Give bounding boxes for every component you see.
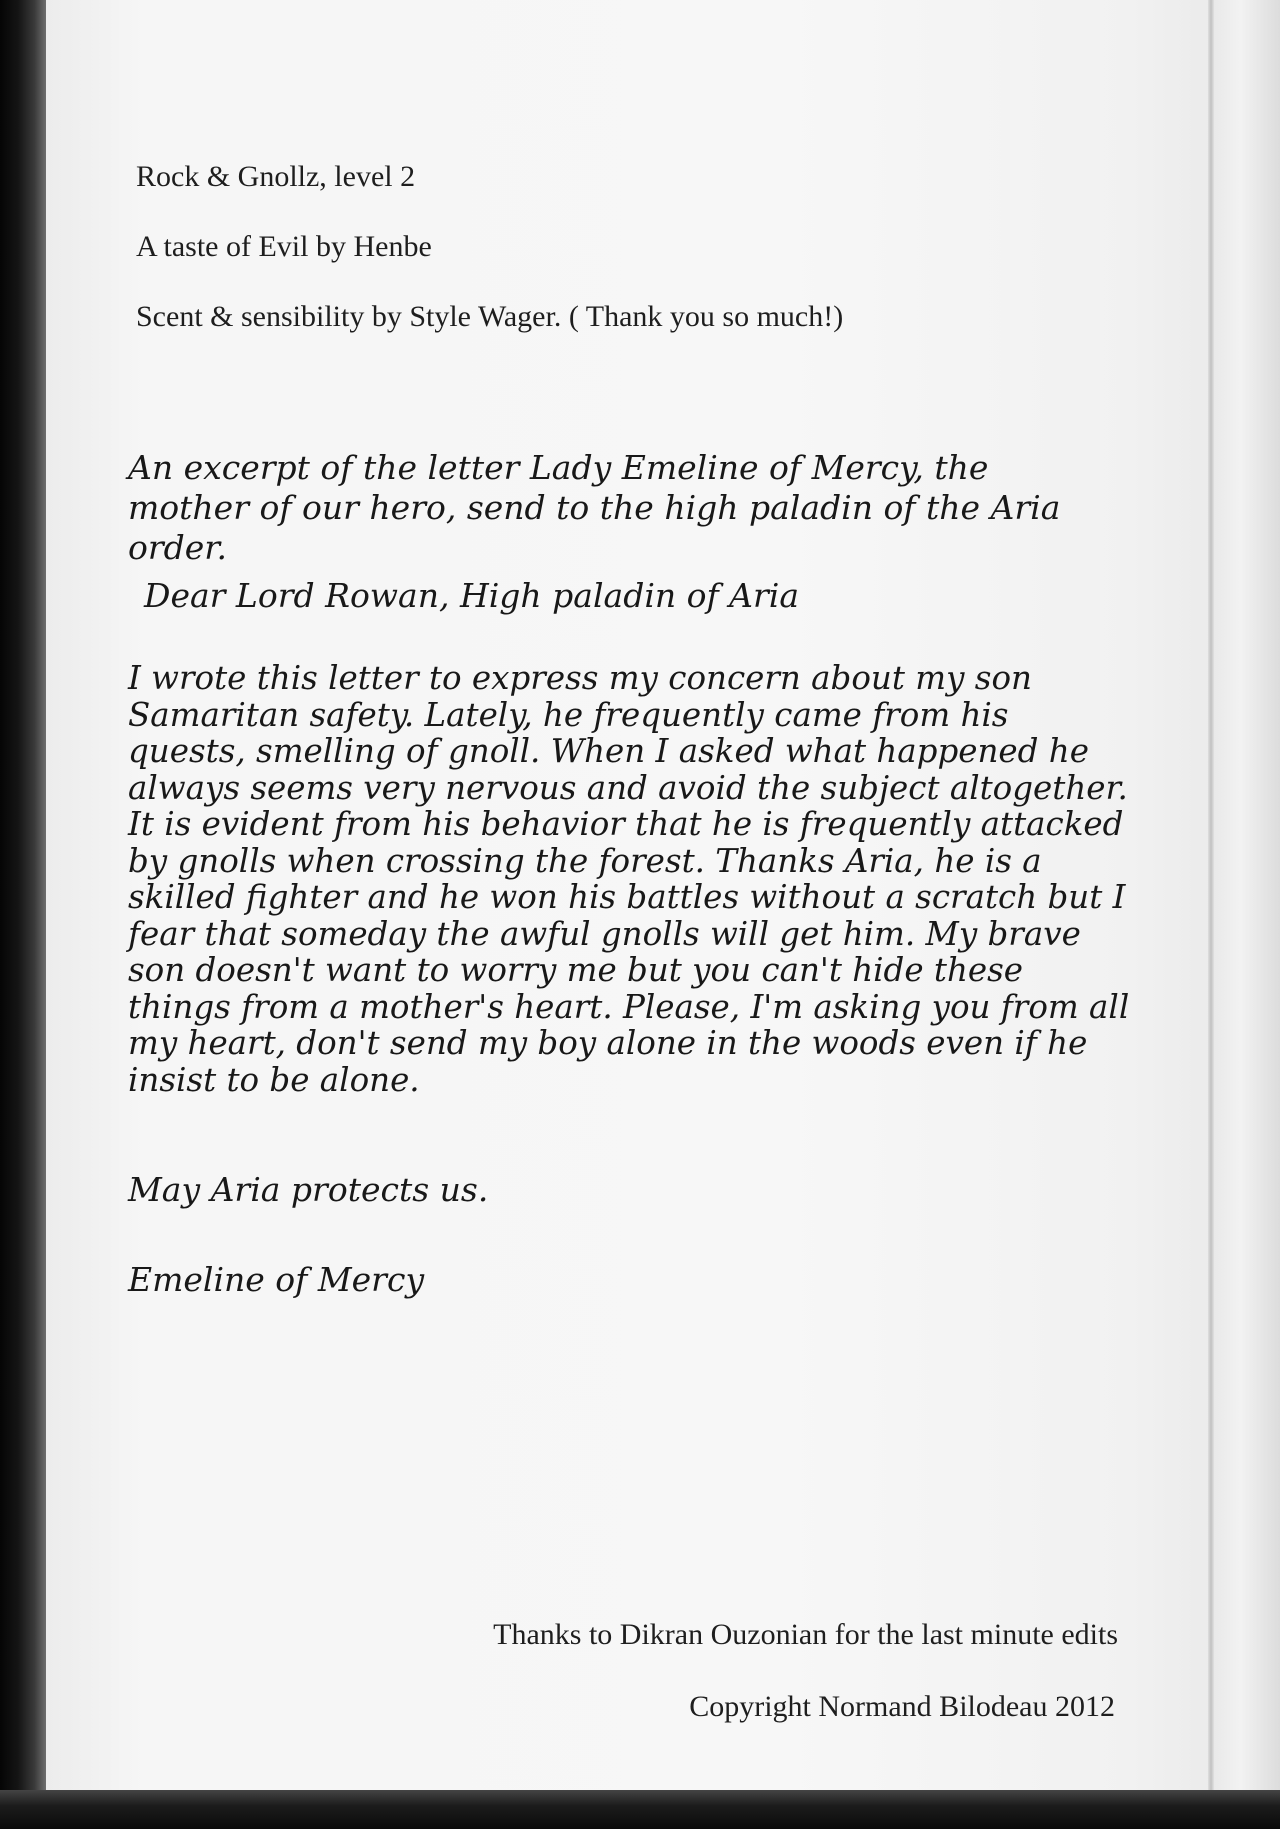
credit-line: Scent & sensibility by Style Wager. ( Thank you so much!) bbox=[136, 300, 844, 333]
credits-list bbox=[136, 160, 1096, 370]
adjacent-page-edge bbox=[1214, 0, 1280, 1792]
credit-line: A taste of Evil by Henbe bbox=[136, 230, 432, 263]
footer-copyright: Copyright Normand Bilodeau 2012 bbox=[689, 1690, 1115, 1723]
letter-salutation: Dear Lord Rowan, High paladin of Aria bbox=[144, 576, 800, 615]
letter-signature: Emeline of Mercy bbox=[128, 1260, 425, 1299]
footer-thanks: Thanks to Dikran Ouzonian for the last minute edits bbox=[493, 1618, 1118, 1651]
scan-edge-bottom bbox=[0, 1790, 1280, 1829]
scan-edge-left bbox=[0, 0, 46, 1829]
credit-line: Rock & Gnollz, level 2 bbox=[136, 160, 416, 193]
letter-closing: May Aria protects us. bbox=[128, 1170, 489, 1209]
letter-body: I wrote this letter to express my concern about my son Samaritan safety. Lately, he frequently came from his quests, smelling of gnoll. When I asked what happened he always seems very nervous and avoid the subject altogether. It is evident from his behavior that he is frequently attacked by gnolls when crossing the forest. Thanks Aria, he is a skilled fighter and he won his battles without a scratch but I fear that someday the awful gnolls will get him. My brave son doesn't want to worry me but you can't hide these things from a mother's heart. Please, I'm asking you from all my heart, don't send my boy alone in the woods even if he insist to be alone. bbox=[128, 659, 1130, 1099]
letter-excerpt-intro: An excerpt of the letter Lady Emeline of Mercy, the mother of our hero, send to the high paladin of the Aria order. bbox=[128, 448, 1061, 567]
